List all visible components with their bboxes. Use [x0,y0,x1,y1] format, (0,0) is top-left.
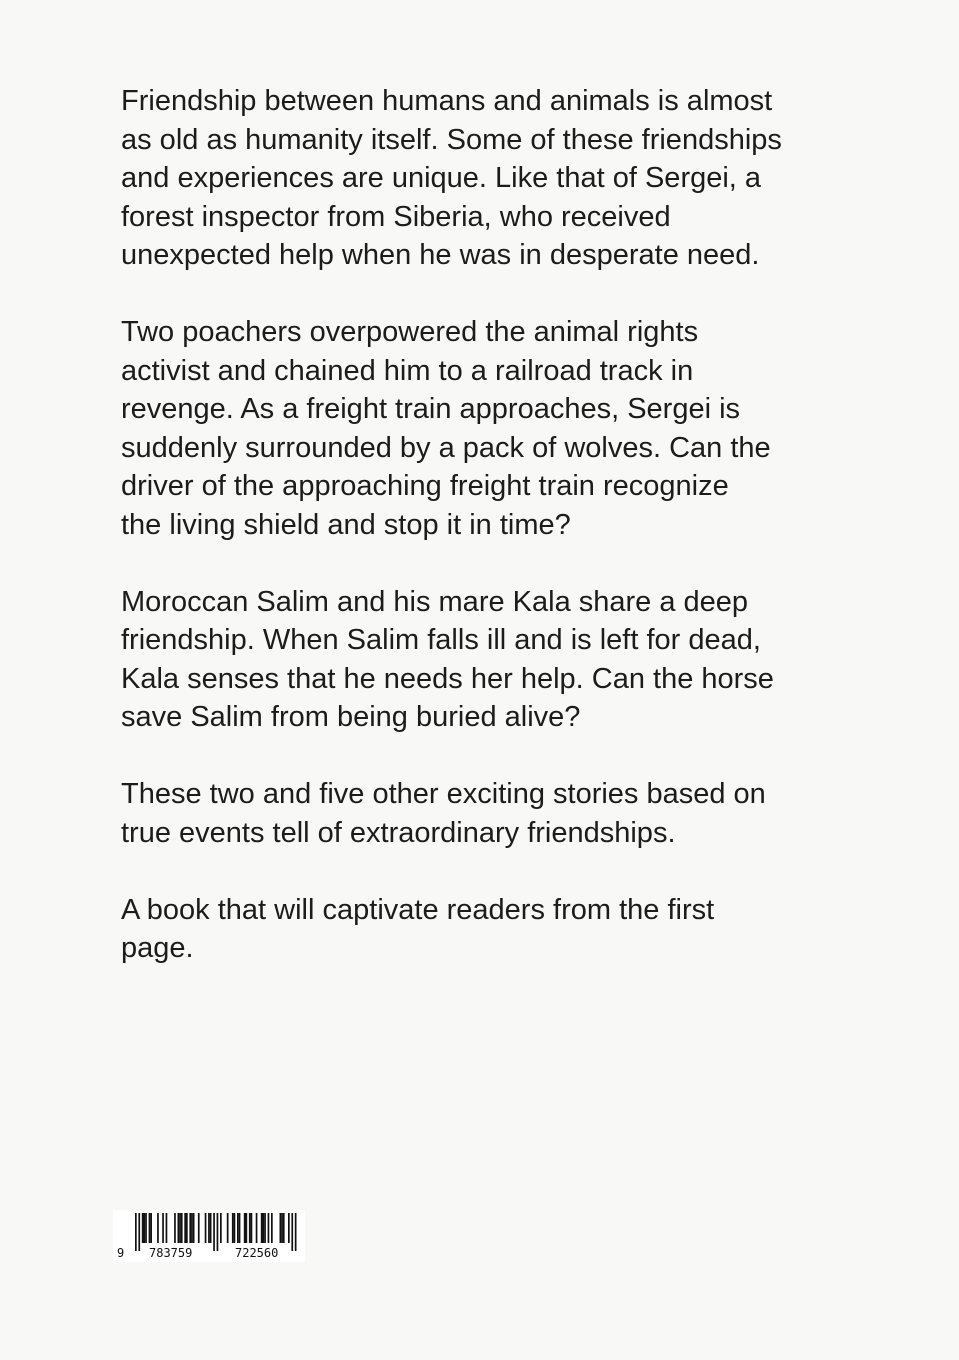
barcode-bar [244,1213,246,1243]
barcode-bar [280,1213,282,1243]
barcode-bar [210,1213,212,1243]
barcode-bar [271,1213,273,1243]
barcode-bar [191,1213,193,1243]
barcode-bar [264,1213,266,1243]
barcode-bar [184,1213,186,1243]
barcode-bar [145,1213,147,1243]
barcode-bar [249,1213,251,1243]
blurb-paragraph-sergei: Two poachers overpowered the animal rights activist and chained him to a railroad track in revenge. As a freight train approaches, Sergei is suddenly surrounded by a pack of wolves. Can the driver of the approaching freight train recognize the living shield and stop it in time? [121,316,771,541]
barcode-bar [193,1213,195,1243]
barcode-bar [261,1213,263,1243]
isbn-barcode [113,1210,305,1262]
barcode-bar [256,1213,258,1243]
barcode-bar [234,1213,236,1243]
barcode-guard-bar [135,1213,137,1251]
barcode-bar [189,1213,191,1243]
barcode-bar [150,1213,152,1243]
barcode-bar [251,1213,253,1243]
barcode-bar [179,1213,181,1243]
barcode-bar [144,1213,146,1243]
barcode-bar [142,1213,144,1243]
barcode-guard-bar [138,1213,140,1251]
barcode-graphic [113,1210,305,1262]
barcode-bar [227,1213,229,1243]
barcode-bar [246,1213,248,1243]
barcode-bar [174,1213,176,1243]
blurb-paragraph-intro: Friendship between humans and animals is almost as old as humanity itself. Some of these friendships and experiences are unique. Like that of Sergei, a forest inspector from Siberia, who received unexpected help when he was in desperate need. [121,85,782,271]
barcode-guard-bar [217,1213,219,1251]
barcode-bar [288,1213,290,1243]
barcode-bar [149,1213,151,1243]
barcode-right-digits: 722560 [235,1246,279,1260]
barcode-bar [220,1213,222,1243]
barcode-left-digits: 783759 [149,1246,193,1260]
barcode-guard-bar [295,1213,297,1251]
barcode-bar [205,1213,207,1243]
back-cover-blurb [121,82,841,1006]
barcode-bar [268,1213,270,1243]
barcode-bar [181,1213,183,1243]
barcode-bar [232,1213,234,1243]
barcode-guard-bar [291,1213,293,1251]
barcode-guard-bar [213,1213,215,1251]
blurb-paragraph-stories: These two and five other exciting stories based on true events tell of extraordinary friendships. [121,778,766,849]
blurb-paragraph-closing: A book that will captivate readers from the first page. [121,893,715,964]
barcode-bar [239,1213,241,1243]
barcode-bar [283,1213,285,1243]
barcode-bar [208,1213,210,1243]
barcode-bar [162,1213,164,1243]
blurb-paragraph-salim: Moroccan Salim and his mare Kala share a deep friendship. When Salim falls ill and is left for dead, Kala senses that he needs her help. Can the horse save Salim from being buried alive? [121,585,774,733]
barcode-bar [157,1213,159,1243]
barcode-first-digit: 9 [117,1246,125,1260]
barcode-bar [281,1213,283,1243]
barcode-bar [186,1213,188,1243]
barcode-bar [166,1213,168,1243]
barcode-bar [263,1213,265,1243]
barcode-bar [178,1213,180,1243]
barcode-bar [237,1213,239,1243]
barcode-bar [198,1213,200,1243]
